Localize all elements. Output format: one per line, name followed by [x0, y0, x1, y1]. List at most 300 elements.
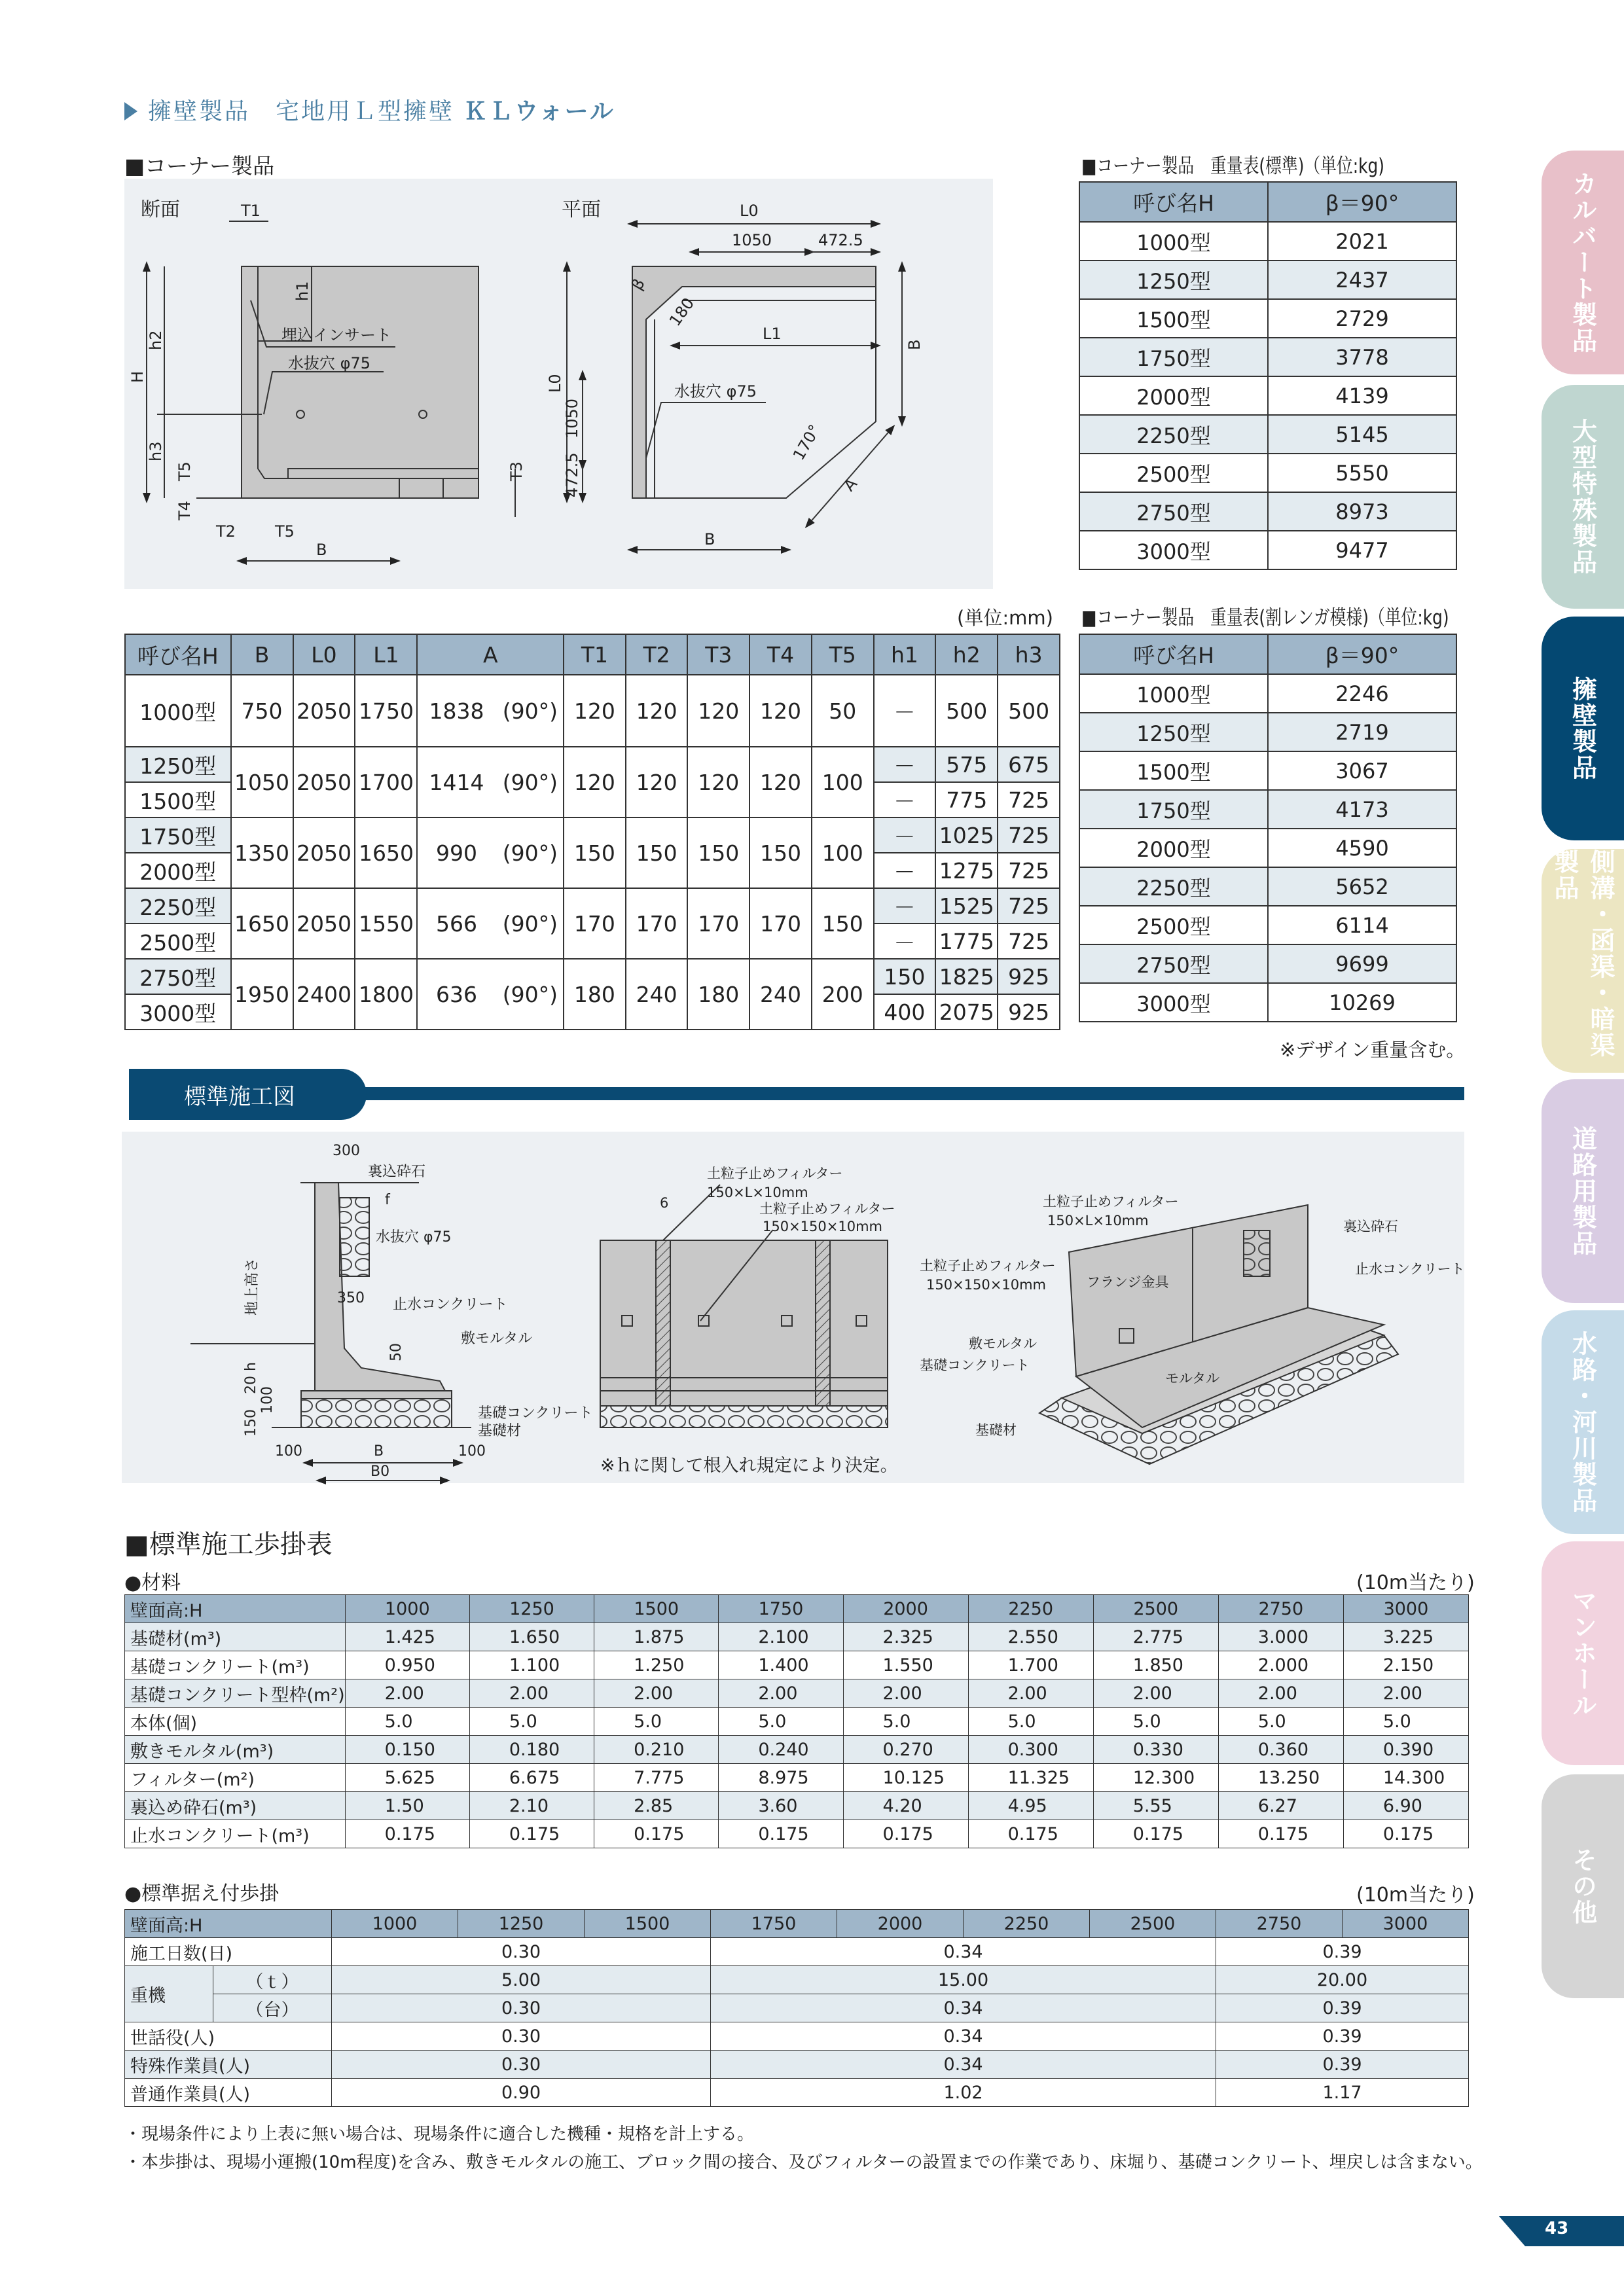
cell-L1: 1800: [355, 959, 417, 1030]
quantity: 1.425: [345, 1623, 469, 1651]
column-header: 呼び名H: [125, 634, 231, 675]
angle-170: 170°: [789, 421, 825, 463]
dim-f: f: [385, 1192, 390, 1208]
type-name: 2500型: [1079, 906, 1268, 944]
side-tab[interactable]: カルバート製品: [1542, 151, 1624, 374]
column-header: 壁面高:H: [125, 1910, 332, 1938]
quantity: 0.34: [711, 2051, 1216, 2079]
item-label: 普通作業員(人): [125, 2079, 332, 2107]
table-row: [125, 888, 1060, 924]
cell-L1: 1550: [355, 888, 417, 959]
weight-value: 4173: [1268, 790, 1456, 829]
quantity: 5.0: [1343, 1708, 1468, 1736]
column-header: 1000: [332, 1910, 458, 1938]
table-row: [125, 747, 1060, 782]
table-row: [125, 1994, 1469, 2022]
column-header: 3000: [1343, 1595, 1468, 1623]
quantity: 5.0: [469, 1708, 594, 1736]
table-row: [1079, 867, 1456, 906]
table-row: [125, 2022, 1469, 2051]
column-header: 2750: [1218, 1595, 1343, 1623]
item-label: 敷きモルタル(m³): [125, 1736, 346, 1764]
dim-T1: T1: [241, 202, 261, 220]
dim-100-right: 100: [458, 1443, 486, 1460]
quantity: 20.00: [1216, 1966, 1469, 1994]
quantity: 0.39: [1216, 2051, 1469, 2079]
dim-472-5-vertical: 472.5: [563, 452, 581, 497]
filter-long-label: 土粒子止めフィルター: [707, 1166, 843, 1181]
item-label: 基礎コンクリート(m³): [125, 1651, 346, 1679]
cell-h3: 925: [998, 994, 1060, 1030]
dim-B-right: B: [905, 339, 924, 350]
iso-gravel-label: 裏込砕石: [1343, 1219, 1398, 1234]
weight-value: 2719: [1268, 713, 1456, 751]
dim-350: 350: [337, 1290, 365, 1306]
iso-mortar2-label: モルタル: [1165, 1371, 1220, 1386]
quantity: 2.00: [469, 1679, 594, 1708]
iso-filter-square-size: 150×150×10mm: [926, 1277, 1046, 1293]
side-tab[interactable]: その他: [1542, 1774, 1624, 1998]
cell-A: [417, 959, 564, 1030]
quantity: 4.95: [968, 1792, 1093, 1820]
type-name: 1500型: [1079, 299, 1268, 338]
cell-L0: 2050: [293, 817, 355, 888]
dim-T3: T3: [507, 461, 526, 481]
dim-T4: T4: [175, 501, 194, 520]
cell-h3: 725: [998, 817, 1060, 853]
quantity: 5.0: [1218, 1708, 1343, 1736]
dim-B-bottom: B: [704, 530, 715, 548]
base-concrete-label: 基礎コンクリート: [478, 1405, 593, 1422]
quantity: 0.175: [719, 1820, 843, 1848]
weight-value: 3778: [1268, 338, 1456, 376]
quantity: 0.175: [1093, 1820, 1218, 1848]
side-tab[interactable]: 擁壁製品: [1542, 617, 1624, 840]
section-label: 断面: [141, 198, 180, 221]
section-divider: [353, 1087, 1464, 1100]
dim-1050-vertical: 1050: [563, 398, 581, 439]
dim-300: 300: [333, 1143, 360, 1159]
filter-square-label: 土粒子止めフィルター: [759, 1201, 895, 1217]
dim-B: B: [316, 541, 327, 559]
cell-T5: 150: [812, 888, 874, 959]
quantity: 0.34: [711, 2022, 1216, 2051]
column-header: 1250: [458, 1910, 585, 1938]
weight-value: 5550: [1268, 454, 1456, 492]
cell-A: [417, 817, 564, 888]
table-row: [125, 1623, 1469, 1651]
table-row: [125, 1820, 1469, 1848]
header-row: [1079, 634, 1456, 674]
cell-T4: 150: [749, 817, 812, 888]
column-header: β＝90°: [1268, 182, 1456, 222]
cell-h2: 575: [935, 747, 998, 782]
weight-brick-title: ■コーナー製品 重量表(割レンガ模様)（単位:kg): [1081, 606, 1449, 630]
table-row: [1079, 338, 1456, 376]
cell-h1: －: [874, 853, 936, 888]
quantity: 0.175: [843, 1820, 968, 1848]
quantity: 11.325: [968, 1764, 1093, 1792]
cell-L0: 2050: [293, 888, 355, 959]
type-name: 2250型: [1079, 867, 1268, 906]
column-header: 2000: [843, 1595, 968, 1623]
materials-unit: (10m当たり): [1356, 1571, 1475, 1594]
type-name: 2750型: [125, 959, 231, 994]
dim-A: A: [840, 475, 861, 495]
column-header: 1500: [585, 1910, 711, 1938]
note-2: ・本歩掛は、現場小運搬(10m程度)を含み、敷きモルタルの施工、ブロック間の接合、及びフィルターの設置までの作業であり、床堀り、基礎コンクリート、埋戻しは含まない。: [124, 2153, 1483, 2172]
item-label: フィルター(m²): [125, 1764, 346, 1792]
column-header: T4: [749, 634, 812, 675]
weight-value: 4590: [1268, 829, 1456, 867]
quantity: 2.775: [1093, 1623, 1218, 1651]
table-row: [1079, 222, 1456, 260]
table-row: [125, 2079, 1469, 2107]
cell-B: 750: [231, 675, 293, 747]
design-weight-note: ※デザイン重量含む。: [1280, 1039, 1466, 1061]
table-row: [125, 1679, 1469, 1708]
quantity: 2.100: [719, 1623, 843, 1651]
cell-T5: 200: [812, 959, 874, 1030]
dim-T5-bottom: T5: [275, 522, 295, 541]
cell-h3: 725: [998, 888, 1060, 924]
section-drawing: [147, 221, 515, 561]
table-row: [1079, 492, 1456, 531]
cell-h1: －: [874, 817, 936, 853]
quantity: 5.00: [332, 1966, 711, 1994]
cell-L1: 1700: [355, 747, 417, 817]
column-header: β＝90°: [1268, 634, 1456, 674]
dim-20-h: 20 h: [243, 1362, 259, 1394]
quantity: 1.17: [1216, 2079, 1469, 2107]
weight-value: 2246: [1268, 674, 1456, 713]
type-name: 1250型: [1079, 260, 1268, 299]
dim-472-5: 472.5: [818, 231, 863, 249]
weight-value: 8973: [1268, 492, 1456, 531]
column-header: h3: [998, 634, 1060, 675]
cell-T4: 170: [749, 888, 812, 959]
quantity: 5.0: [843, 1708, 968, 1736]
dim-T5-left: T5: [175, 461, 194, 481]
iso-filter-long-label: 土粒子止めフィルター: [1043, 1194, 1179, 1210]
weight-value: 2437: [1268, 260, 1456, 299]
plan-label: 平面: [562, 198, 601, 221]
heavy-machine-label: 重機: [125, 1966, 213, 2022]
quantity: 2.10: [469, 1792, 594, 1820]
table-row: [125, 675, 1060, 747]
dim-L0: L0: [740, 202, 759, 220]
cell-T3: 120: [687, 747, 749, 817]
cell-h2: 1025: [935, 817, 998, 853]
quantity: 0.950: [345, 1651, 469, 1679]
table-row: [125, 1651, 1469, 1679]
a-angle: (90°): [502, 840, 558, 866]
quantity: 0.180: [469, 1736, 594, 1764]
angle-beta: β: [627, 275, 649, 293]
construction-section-labels: [243, 1143, 593, 1480]
item-label: 裏込め砕石(m³): [125, 1792, 346, 1820]
quantity: 1.250: [594, 1651, 719, 1679]
quantity: 0.30: [332, 1938, 711, 1966]
column-header: L1: [355, 634, 417, 675]
unit-mm: (単位:mm): [957, 607, 1053, 629]
quantity: 0.175: [1343, 1820, 1468, 1848]
cell-T4: 240: [749, 959, 812, 1030]
quantity: 15.00: [711, 1966, 1216, 1994]
construction-heading: 標準施工図: [129, 1069, 367, 1120]
plan-drain-label: 水抜穴 φ75: [674, 382, 757, 401]
materials-title: ●材料: [124, 1571, 181, 1594]
dim-150: 150: [243, 1409, 259, 1437]
a-value: 1838: [429, 698, 484, 724]
stop-concrete-label: 止水コンクリート: [393, 1297, 508, 1313]
cell-h2: 1275: [935, 853, 998, 888]
column-header: 呼び名H: [1079, 182, 1268, 222]
cell-h3: 675: [998, 747, 1060, 782]
cell-h1: －: [874, 675, 936, 747]
item-label: 世話役(人): [125, 2022, 332, 2051]
table-row: [125, 817, 1060, 853]
quantity: 1.875: [594, 1623, 719, 1651]
item-label: 基礎材(m³): [125, 1623, 346, 1651]
quantity: 8.975: [719, 1764, 843, 1792]
install-unit: (10m当たり): [1356, 1884, 1475, 1907]
cell-A: [417, 747, 564, 817]
dim-6: 6: [660, 1195, 669, 1211]
iso-stop-concrete-label: 止水コンクリート: [1355, 1261, 1465, 1277]
drain-label: 水抜穴 φ75: [288, 354, 370, 372]
column-header: 1750: [719, 1595, 843, 1623]
a-angle: (90°): [502, 698, 558, 724]
weight-brick-table: [1079, 634, 1457, 1022]
weight-value: 2729: [1268, 299, 1456, 338]
dim-L1: L1: [763, 325, 782, 343]
cell-h2: 2075: [935, 994, 998, 1030]
table-row: [1079, 415, 1456, 454]
mortar-label: 敷モルタル: [461, 1331, 533, 1347]
quantity: 6.90: [1343, 1792, 1468, 1820]
quantity: 0.210: [594, 1736, 719, 1764]
quantity: 5.0: [594, 1708, 719, 1736]
cell-T3: 120: [687, 675, 749, 747]
side-tab[interactable]: 水路・河川製品: [1542, 1310, 1624, 1534]
cell-h1: －: [874, 747, 936, 782]
quantity: 2.00: [594, 1679, 719, 1708]
cell-h2: 775: [935, 782, 998, 817]
quantity: 2.85: [594, 1792, 719, 1820]
column-header: 2250: [968, 1595, 1093, 1623]
quantity: 0.175: [345, 1820, 469, 1848]
column-header: 2500: [1090, 1910, 1216, 1938]
table-row: [1079, 674, 1456, 713]
corner-dimension-table: [124, 634, 1060, 1030]
column-header: T3: [687, 634, 749, 675]
quantity: 2.00: [968, 1679, 1093, 1708]
type-name: 1000型: [125, 675, 231, 747]
note-1: ・現場条件により上表に無い場合は、現場条件に適合した機種・規格を計上する。: [124, 2125, 755, 2144]
quantity: 2.00: [1093, 1679, 1218, 1708]
table-row: [1079, 829, 1456, 867]
cell-T2: 120: [626, 675, 688, 747]
cell-h2: 500: [935, 675, 998, 747]
item-label: 基礎コンクリート型枠(m²): [125, 1679, 346, 1708]
table-row: [125, 1736, 1469, 1764]
side-tab[interactable]: マンホール: [1542, 1541, 1624, 1765]
type-name: 2750型: [1079, 944, 1268, 983]
cell-h1: －: [874, 888, 936, 924]
a-angle: (90°): [502, 769, 558, 795]
side-tab[interactable]: 大型特殊製品: [1542, 385, 1624, 609]
cell-h2: 1775: [935, 924, 998, 959]
quantity: 0.39: [1216, 1938, 1469, 1966]
cell-T4: 120: [749, 747, 812, 817]
type-name: 1750型: [125, 817, 231, 853]
quantity: 1.50: [345, 1792, 469, 1820]
cell-T1: 150: [564, 817, 626, 888]
base-material-label: 基礎材: [478, 1423, 522, 1439]
quantity: 0.30: [332, 2051, 711, 2079]
weight-value: 9699: [1268, 944, 1456, 983]
column-header: T2: [626, 634, 688, 675]
table-row: [1079, 260, 1456, 299]
quantity: 0.39: [1216, 2022, 1469, 2051]
table-row: [125, 959, 1060, 994]
weight-value: 9477: [1268, 531, 1456, 569]
weight-value: 4139: [1268, 376, 1456, 415]
side-tab[interactable]: 道路用製品: [1542, 1079, 1624, 1303]
quantity: 7.775: [594, 1764, 719, 1792]
cell-h3: 725: [998, 782, 1060, 817]
iso-base-concrete-label: 基礎コンクリート: [920, 1357, 1030, 1373]
table-row: [125, 1938, 1469, 1966]
column-header: L0: [293, 634, 355, 675]
weight-standard-table: [1079, 181, 1457, 570]
header-row: [125, 1910, 1469, 1938]
cell-T3: 180: [687, 959, 749, 1030]
type-name: 2500型: [1079, 454, 1268, 492]
cell-T4: 120: [749, 675, 812, 747]
table-row: [1079, 944, 1456, 983]
cell-h2: 1525: [935, 888, 998, 924]
dim-T2: T2: [216, 522, 236, 541]
cell-T1: 170: [564, 888, 626, 959]
dim-B-2: B: [374, 1443, 384, 1460]
header-row: [1079, 182, 1456, 222]
a-value: 566: [435, 910, 477, 937]
a-angle: (90°): [502, 981, 558, 1007]
corner-diagrams: [0, 0, 995, 592]
quantity: 6.675: [469, 1764, 594, 1792]
quantity: 1.100: [469, 1651, 594, 1679]
item-label: （台）: [213, 1994, 332, 2022]
quantity: 1.02: [711, 2079, 1216, 2107]
a-angle: (90°): [502, 910, 558, 937]
quantity: 5.0: [719, 1708, 843, 1736]
quantity: 0.39: [1216, 1994, 1469, 2022]
cell-L1: 1750: [355, 675, 417, 747]
cell-h1: －: [874, 782, 936, 817]
iso-filter-square-label: 土粒子止めフィルター: [920, 1258, 1056, 1274]
header-row: [125, 1595, 1469, 1623]
dim-h1: h1: [293, 281, 312, 301]
title-text: 擁壁製品 宅地用Ｌ型擁壁: [148, 98, 455, 125]
install-title: ●標準据え付歩掛: [124, 1882, 280, 1905]
quantity: 3.225: [1343, 1623, 1468, 1651]
cell-L0: 2050: [293, 675, 355, 747]
dim-H: H: [128, 370, 147, 383]
quantity: 0.34: [711, 1938, 1216, 1966]
quantity: 0.240: [719, 1736, 843, 1764]
quantity: 4.20: [843, 1792, 968, 1820]
quantity: 2.00: [1343, 1679, 1468, 1708]
dim-h2: h2: [147, 330, 165, 350]
cell-A: [417, 675, 564, 747]
column-header: 3000: [1343, 1910, 1469, 1938]
type-name: 1000型: [1079, 222, 1268, 260]
item-label: 特殊作業員(人): [125, 2051, 332, 2079]
cell-h2: 1825: [935, 959, 998, 994]
column-header: B: [231, 634, 293, 675]
type-name: 1250型: [1079, 713, 1268, 751]
type-name: 2750型: [1079, 492, 1268, 531]
dim-50: 50: [388, 1343, 405, 1361]
cell-T1: 120: [564, 747, 626, 817]
item-label: （ｔ）: [213, 1966, 332, 1994]
item-label: 止水コンクリート(m³): [125, 1820, 346, 1848]
quantity: 1.550: [843, 1651, 968, 1679]
column-header: 1000: [345, 1595, 469, 1623]
dim-h3: h3: [147, 441, 165, 461]
quantity: 2.00: [843, 1679, 968, 1708]
drain-label-2: 水抜穴 φ75: [376, 1229, 452, 1246]
cell-h3: 500: [998, 675, 1060, 747]
page-number: 43: [1545, 2219, 1569, 2238]
quantity: 1.850: [1093, 1651, 1218, 1679]
quantity: 0.175: [968, 1820, 1093, 1848]
iso-base-material-label: 基礎材: [975, 1422, 1017, 1438]
type-name: 2000型: [1079, 376, 1268, 415]
column-header: T1: [564, 634, 626, 675]
table-row: [1079, 906, 1456, 944]
dim-1050: 1050: [732, 231, 772, 249]
table-row: [125, 1966, 1469, 1994]
cell-T3: 150: [687, 817, 749, 888]
type-name: 3000型: [1079, 983, 1268, 1022]
cell-h3: 925: [998, 959, 1060, 994]
quantity: 0.360: [1218, 1736, 1343, 1764]
cell-T2: 170: [626, 888, 688, 959]
dim-B0: B0: [370, 1463, 390, 1480]
iso-mortar-label: 敷モルタル: [969, 1336, 1038, 1352]
type-name: 1750型: [1079, 790, 1268, 829]
side-tab[interactable]: 側溝・函渠・暗渠製品: [1542, 849, 1624, 1073]
quantity: 1.650: [469, 1623, 594, 1651]
quantity: 0.34: [711, 1994, 1216, 2022]
cell-L1: 1650: [355, 817, 417, 888]
quantity: 14.300: [1343, 1764, 1468, 1792]
weight-value: 5652: [1268, 867, 1456, 906]
title-product: ＫＬウォール: [463, 98, 615, 125]
quantity: 0.390: [1343, 1736, 1468, 1764]
insert-label: 埋込インサート: [281, 326, 391, 344]
table-row: [125, 1792, 1469, 1820]
cell-h1: 150: [874, 959, 936, 994]
quantity: 2.000: [1218, 1651, 1343, 1679]
cell-T5: 100: [812, 817, 874, 888]
quantity: 3.000: [1218, 1623, 1343, 1651]
table-row: [125, 1764, 1469, 1792]
column-header: 1500: [594, 1595, 719, 1623]
